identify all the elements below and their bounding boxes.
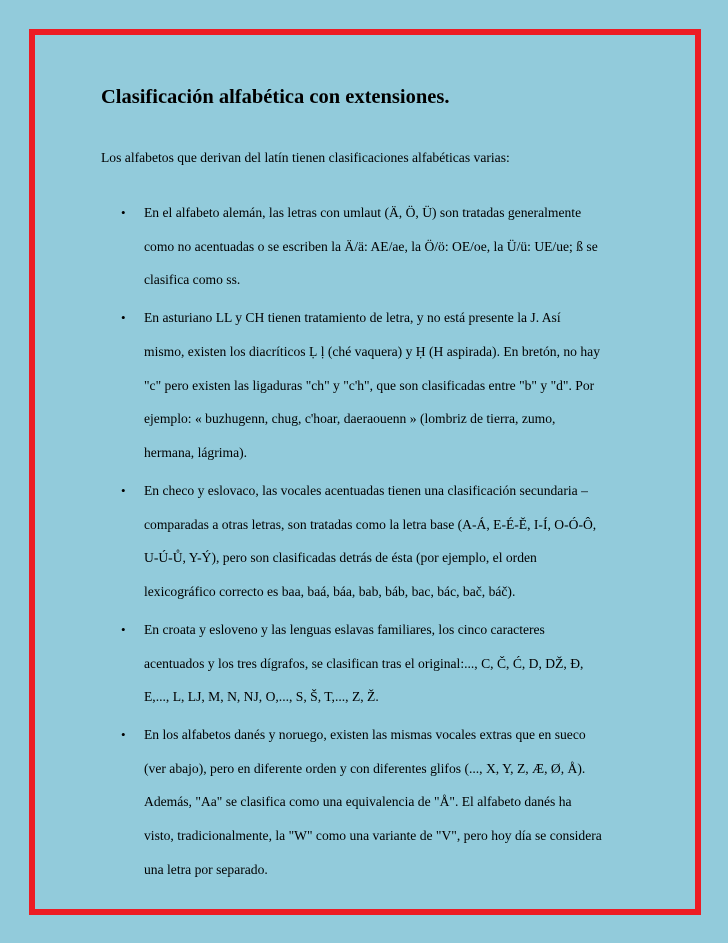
- list-item-line: En asturiano LL y CH tienen tratamiento de letra, y no está presente la J. Así: [144, 310, 561, 326]
- list-item-line: E,..., L, LJ, M, N, NJ, O,..., S, Š, T,..., Z, Ž.: [144, 689, 379, 705]
- list-item-line: lexicográfico correcto es baa, baá, báa, bab, báb, bac, bác, bač, báč).: [144, 583, 516, 599]
- list-item-line: Además, "Aa" se clasifica como una equivalencia de "Å". El alfabeto danés ha: [144, 794, 572, 810]
- list-item-line: visto, tradicionalmente, la "W" como una variante de "V", pero hoy día se considera: [144, 828, 602, 844]
- bullet-icon: •: [121, 621, 126, 637]
- list-item-croatian: [101, 613, 646, 714]
- list-item-asturian: [101, 301, 646, 469]
- document-title: Clasificación alfabética con extensiones.: [101, 86, 450, 108]
- list-item-line: "c" pero existen las ligaduras "ch" y "c'h", que son clasificadas entre "b" y "d". Por: [144, 377, 595, 393]
- list-item-line: mismo, existen los diacríticos Ḷ ḷ (ché vaquera) y Ḥ (H aspirada). En bretón, no hay: [144, 343, 601, 359]
- list-item-line: clasifica como ss.: [144, 272, 241, 288]
- list-item-line: En los alfabetos danés y noruego, existen las mismas vocales extras que en sueco: [144, 727, 586, 743]
- list-item-line: (ver abajo), pero en diferente orden y con diferentes glifos (..., X, Y, Z, Æ, Ø, Å).: [144, 760, 586, 776]
- list-item-line: En checo y eslovaco, las vocales acentuadas tienen una clasificación secundaria –: [144, 482, 588, 498]
- list-item-line: comparadas a otras letras, son tratadas como la letra base (A-Á, E-É-Ě, I-Í, O-Ó-Ô,: [144, 516, 597, 532]
- list-item-german: [101, 196, 646, 297]
- bullet-icon: •: [121, 310, 126, 326]
- list-item-line: En croata y esloveno y las lenguas eslavas familiares, los cinco caracteres: [144, 621, 545, 637]
- intro-paragraph: Los alfabetos que derivan del latín tienen clasificaciones alfabéticas varias:: [101, 150, 510, 165]
- list-item-line: acentuados y los tres dígrafos, se clasifican tras el original:..., C, Č, Ć, D, DŽ, Đ,: [144, 655, 584, 671]
- list-item-danish: [101, 718, 646, 886]
- list-item-line: En el alfabeto alemán, las letras con umlaut (Ä, Ö, Ü) son tratadas generalmente: [144, 205, 582, 220]
- list-item-line: ejemplo: « buzhugenn, chug, c'hoar, daeraouenn » (lombriz de tierra, zumo,: [144, 411, 556, 427]
- list-item-line: una letra por separado.: [144, 861, 268, 877]
- bullet-icon: •: [121, 205, 126, 220]
- bullet-icon: •: [121, 727, 126, 743]
- list-item-line: U-Ú-Ů, Y-Ý), pero son clasificadas detrás de ésta (por ejemplo, el orden: [144, 550, 537, 566]
- bullet-list: [101, 196, 646, 891]
- bullet-icon: •: [121, 482, 126, 498]
- list-item-line: hermana, lágrima).: [144, 444, 248, 460]
- list-item-czech: [101, 474, 646, 608]
- list-item-line: como no acentuadas o se escriben la Ä/ä: AE/ae, la Ö/ö: OE/oe, la Ü/ü: UE/ue; ß se: [144, 238, 598, 254]
